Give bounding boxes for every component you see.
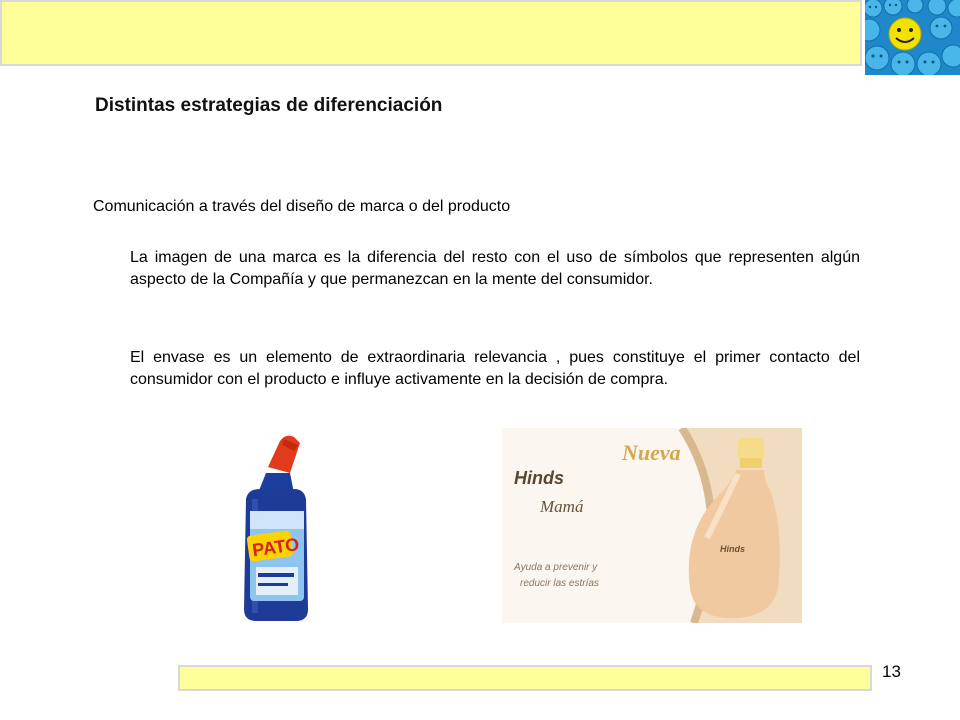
- hinds-caption-line2: reducir las estrías: [520, 578, 599, 589]
- smiley-crowd-image: [865, 0, 960, 75]
- hinds-brand-text: Hinds: [514, 468, 565, 488]
- hinds-product-image: [502, 428, 802, 623]
- pato-brand-text: PATO: [251, 534, 301, 561]
- page-number: 13: [882, 662, 901, 681]
- paragraph-packaging: El envase es un elemento de extraordinaria relevancia , pues constituye el primer contacto del consumidor con el producto e influye activamente en la decisión de compra.: [130, 349, 860, 388]
- hinds-bottle-label: Hinds: [720, 544, 746, 554]
- pato-product-image: [228, 433, 320, 623]
- smiley-crowd-icon: [865, 0, 960, 75]
- hinds-new-tag: Nueva: [622, 440, 681, 465]
- footer-band: [178, 665, 872, 691]
- paragraph-brand-image: La imagen de una marca es la diferencia del resto con el uso de símbolos que representen algún aspecto de la Compañía y que permanezcan en la mente del consumidor.: [130, 249, 860, 288]
- header-band: [0, 0, 862, 66]
- hinds-line-text: Mamá: [540, 497, 584, 516]
- slide-title: Distintas estrategias de diferenciación: [95, 95, 443, 116]
- slide-subtitle: Comunicación a través del diseño de marca o del producto: [93, 198, 511, 215]
- hinds-caption-line1: Ayuda a prevenir y: [514, 562, 598, 573]
